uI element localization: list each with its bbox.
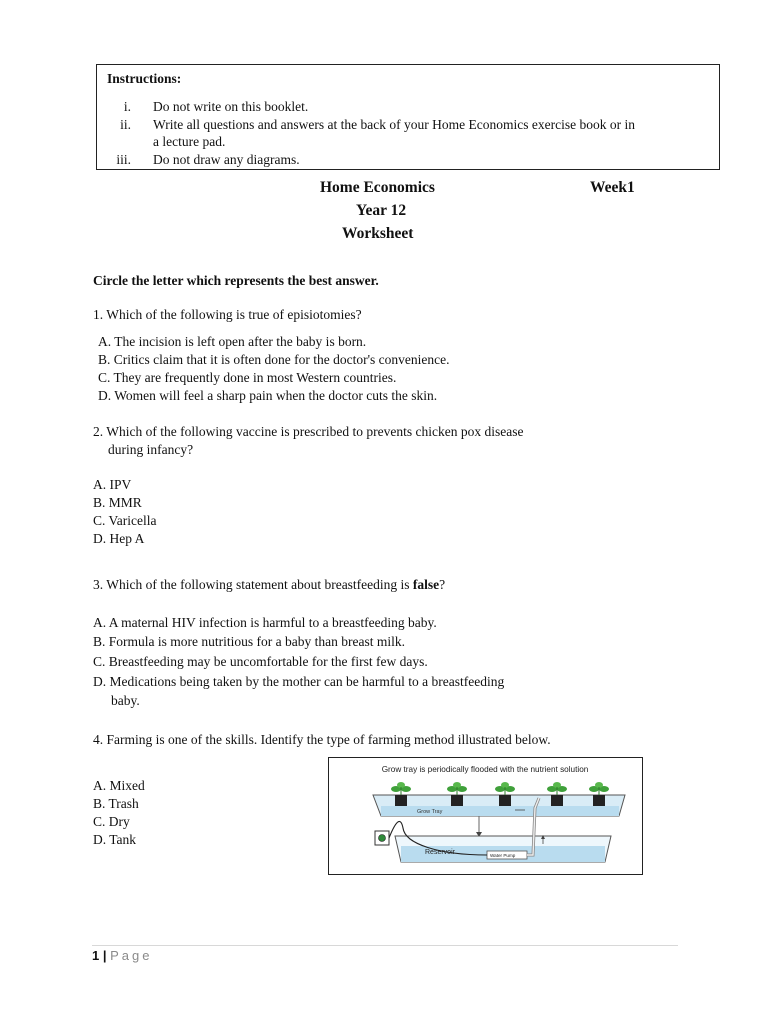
question-1: 1. Which of the following is true of episiotomies? xyxy=(93,307,362,322)
hydroponics-diagram xyxy=(328,757,643,875)
q2-option-d: D. Hep A xyxy=(93,531,145,546)
reservoir-label: Reservoir xyxy=(425,849,455,856)
q3-option-b: B. Formula is more nutritious for a baby than breast milk. xyxy=(93,634,405,649)
instruction-text: Do not draw any diagrams. xyxy=(153,152,300,167)
week-label: Week1 xyxy=(590,179,635,196)
instruction-text: a lecture pad. xyxy=(153,134,226,149)
question-3-text: 3. Which of the following statement about breastfeeding is xyxy=(93,577,413,592)
instruction-number: i. xyxy=(123,99,131,114)
flood-drain-illustration xyxy=(329,758,642,874)
instruction-text: Do not write on this booklet. xyxy=(153,99,309,114)
instruction-number: iii. xyxy=(116,152,131,167)
q1-option-a: A. The incision is left open after the baby is born. xyxy=(98,334,367,349)
directive: Circle the letter which represents the best answer. xyxy=(93,273,379,288)
question-2-cont: during infancy? xyxy=(108,442,194,457)
q3-option-c: C. Breastfeeding may be uncomfortable for the first few days. xyxy=(93,654,428,669)
instruction-number: ii. xyxy=(120,117,131,132)
instructions-box xyxy=(96,64,720,170)
page-footer xyxy=(92,948,153,963)
question-3-emphasis: false xyxy=(412,577,440,592)
question-3-end: ? xyxy=(439,577,446,592)
grow-tray-label: Grow Tray xyxy=(417,809,443,815)
water-pump-label: Water Pump xyxy=(490,853,516,858)
q2-option-b: B. MMR xyxy=(93,495,142,510)
q4-option-d: D. Tank xyxy=(93,832,137,847)
subject-title: Home Economics xyxy=(320,179,435,196)
q2-option-a: A. IPV xyxy=(93,477,132,492)
q2-option-c: C. Varicella xyxy=(93,513,157,528)
instruction-text: Write all questions and answers at the back of your Home Economics exercise book or in xyxy=(153,117,635,132)
worksheet-label: Worksheet xyxy=(342,225,414,242)
q4-option-c: C. Dry xyxy=(93,814,130,829)
q3-option-d-cont: baby. xyxy=(111,693,140,708)
footer-divider xyxy=(92,945,678,946)
page-number: 1 xyxy=(92,948,100,963)
question-4: 4. Farming is one of the skills. Identify the type of farming method illustrated below. xyxy=(93,732,551,747)
q1-option-c: C. They are frequently done in most Western countries. xyxy=(98,370,397,385)
q1-option-b: B. Critics claim that it is often done for the doctor's convenience. xyxy=(98,352,450,367)
q4-option-b: B. Trash xyxy=(93,796,139,811)
question-2: 2. Which of the following vaccine is prescribed to prevents chicken pox disease xyxy=(93,424,524,439)
instructions-title: Instructions: xyxy=(107,71,182,86)
year-label: Year 12 xyxy=(356,202,407,219)
diagram-caption: Grow tray is periodically flooded with the nutrient solution xyxy=(381,765,589,774)
q1-option-d: D. Women will feel a sharp pain when the doctor cuts the skin. xyxy=(98,388,438,403)
page-word: Page xyxy=(110,948,153,963)
q3-option-a: A. A maternal HIV infection is harmful to a breastfeeding baby. xyxy=(93,615,437,630)
footer-separator: | xyxy=(102,948,107,963)
q3-option-d: D. Medications being taken by the mother can be harmful to a breastfeeding xyxy=(93,674,505,689)
q4-option-a: A. Mixed xyxy=(93,778,145,793)
question-3 xyxy=(93,577,445,593)
